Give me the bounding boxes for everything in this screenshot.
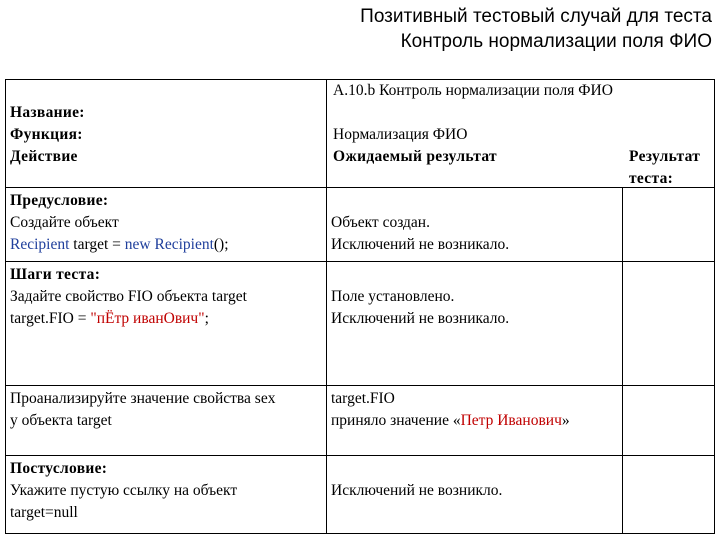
code-string: пЁтр иванОвич xyxy=(96,310,199,327)
label-expected: Ожидаемый результат xyxy=(333,148,497,165)
label-function: Функция: xyxy=(10,126,83,143)
postcondition-action-cell xyxy=(6,456,327,534)
steps-expected-1: Поле установлено. xyxy=(331,288,455,305)
title-line-1: Позитивный тестовый случай для теста xyxy=(360,6,712,27)
precondition-expected-1: Объект создан. xyxy=(331,214,430,231)
code-prefix: target.FIO = xyxy=(10,310,91,327)
steps-result-cell xyxy=(623,262,715,386)
postcondition-heading: Постусловие: xyxy=(10,460,108,477)
steps-heading: Шаги теста: xyxy=(10,266,101,283)
precondition-code xyxy=(10,234,322,256)
analyze-suffix: » xyxy=(561,412,570,429)
postcondition-action-1: Укажите пустую ссылку на объект xyxy=(10,482,238,499)
test-case-table xyxy=(5,79,715,534)
code-tail: (); xyxy=(213,236,229,253)
steps-action-cell xyxy=(6,262,327,386)
title-line-2: Контроль нормализации поля ФИО xyxy=(400,31,712,52)
function-value: Нормализация ФИО xyxy=(333,126,468,143)
precondition-action-cell xyxy=(6,188,327,262)
analyze-action-cell xyxy=(6,386,327,456)
analyze-action-2: у объекта target xyxy=(10,412,112,429)
code-variable: target = xyxy=(69,236,125,253)
precondition-row xyxy=(6,188,715,262)
precondition-heading: Предусловие: xyxy=(10,192,109,209)
postcondition-expected-1: Исключений не возникло. xyxy=(331,482,503,499)
analyze-expected-cell xyxy=(327,386,623,456)
analyze-action-1: Проанализируйте значение свойства sex xyxy=(10,390,276,407)
steps-expected-2: Исключений не возникало. xyxy=(331,310,510,327)
header-info-cell xyxy=(327,80,715,188)
steps-row xyxy=(6,262,715,386)
precondition-result-cell xyxy=(623,188,715,262)
code-quote-open: " xyxy=(90,310,97,327)
analyze-result-cell xyxy=(623,386,715,456)
label-result: Результат теста: xyxy=(629,148,701,187)
precondition-expected-2: Исключений не возникало. xyxy=(331,236,510,253)
postcondition-result-cell xyxy=(623,456,715,534)
precondition-expected-cell xyxy=(327,188,623,262)
code-class-name: Recipient xyxy=(10,236,70,253)
code-suffix: ; xyxy=(204,310,209,327)
analyze-expected-1: target.FIO xyxy=(331,390,395,407)
analyze-prefix: приняло значение « xyxy=(331,412,461,429)
code-quote-close: " xyxy=(198,310,205,327)
label-action: Действие xyxy=(10,148,78,165)
postcondition-row xyxy=(6,456,715,534)
analyze-value: Петр Иванович xyxy=(460,412,562,429)
postcondition-expected-cell xyxy=(327,456,623,534)
steps-code xyxy=(10,308,322,330)
precondition-action: Создайте объект xyxy=(10,214,119,231)
label-name: Название: xyxy=(10,104,85,121)
test-title: А.10.b Контроль нормализации поля ФИО xyxy=(333,82,613,99)
analyze-expected-2 xyxy=(331,410,618,432)
slide-title xyxy=(360,4,712,54)
header-row xyxy=(6,80,715,188)
code-class-name-2: Recipient xyxy=(150,236,214,253)
code-keyword-new: new xyxy=(124,236,151,253)
header-labels-cell xyxy=(6,80,327,188)
postcondition-action-2: target=null xyxy=(10,504,78,521)
steps-expected-cell xyxy=(327,262,623,386)
analyze-row xyxy=(6,386,715,456)
steps-action: Задайте свойство FIO объекта target xyxy=(10,288,247,305)
